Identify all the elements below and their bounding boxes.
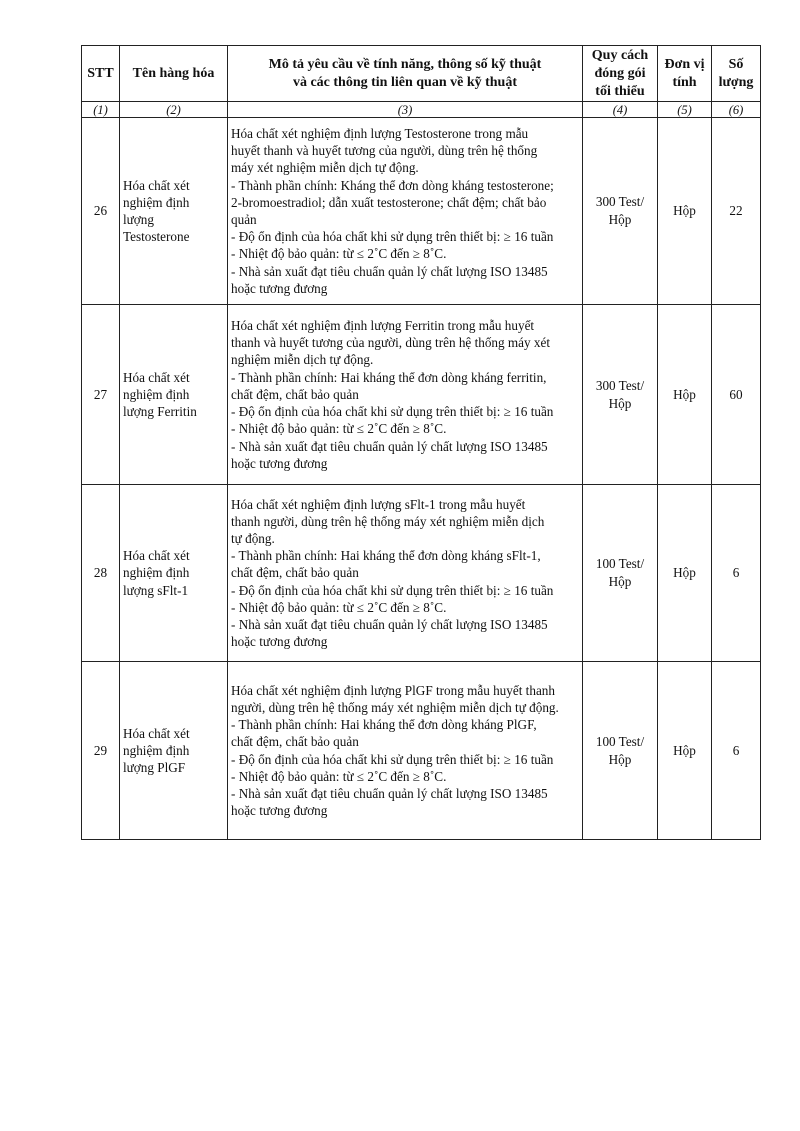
row-quantity: 22 bbox=[712, 118, 761, 305]
row-description: Hóa chất xét nghiệm định lượng Testosterone trong mẫu huyết thanh và huyết tương của người, dùng trên hệ thống máy xét nghiệm miễn dịch tự động. - Thành phần chính: Kháng thể đơn dòng kháng testosterone; 2-bromoestradiol; dẫn xuất testosterone; chất đệm; chất bảo quản - Độ ổn định của hóa chất khi sử dụng trên thiết bị: ≥ 16 tuần - Nhiệt độ bảo quản: từ ≤ 2˚C đến ≥ 8˚C. - Nhà sản xuất đạt tiêu chuẩn quản lý chất lượng ISO 13485 hoặc tương đương bbox=[228, 118, 583, 305]
row-item-name: Hóa chất xét nghiệm định lượng Testosterone bbox=[120, 118, 228, 305]
row-description: Hóa chất xét nghiệm định lượng Ferritin trong mẫu huyết thanh và huyết tương của người, dùng trên hệ thống máy xét nghiệm miễn dịch tự động. - Thành phần chính: Hai kháng thể đơn dòng kháng ferritin, chất đệm, chất bảo quản - Độ ổn định của hóa chất khi sử dụng trên thiết bị: ≥ 16 tuần - Nhiệt độ bảo quản: từ ≤ 2˚C đến ≥ 8˚C. - Nhà sản xuất đạt tiêu chuẩn quản lý chất lượng ISO 13485 hoặc tương đương bbox=[228, 305, 583, 485]
column-number: (2) bbox=[120, 102, 228, 118]
column-number: (1) bbox=[82, 102, 120, 118]
column-number-row bbox=[82, 102, 761, 118]
row-item-name: Hóa chất xét nghiệm định lượng Ferritin bbox=[120, 305, 228, 485]
row-packaging: 300 Test/ Hộp bbox=[583, 118, 658, 305]
column-number: (6) bbox=[712, 102, 761, 118]
specification-table bbox=[81, 45, 761, 840]
row-stt: 28 bbox=[82, 485, 120, 662]
header-unit: Đơn vị tính bbox=[658, 46, 712, 102]
row-packaging: 100 Test/ Hộp bbox=[583, 662, 658, 840]
header-stt: STT bbox=[82, 46, 120, 102]
column-number: (4) bbox=[583, 102, 658, 118]
table-row bbox=[82, 662, 761, 840]
row-unit: Hộp bbox=[658, 305, 712, 485]
row-stt: 29 bbox=[82, 662, 120, 840]
row-quantity: 6 bbox=[712, 485, 761, 662]
row-unit: Hộp bbox=[658, 118, 712, 305]
header-packaging: Quy cách đóng gói tối thiểu bbox=[583, 46, 658, 102]
row-quantity: 60 bbox=[712, 305, 761, 485]
row-quantity: 6 bbox=[712, 662, 761, 840]
column-number: (3) bbox=[228, 102, 583, 118]
row-item-name: Hóa chất xét nghiệm định lượng sFlt-1 bbox=[120, 485, 228, 662]
row-description: Hóa chất xét nghiệm định lượng sFlt-1 trong mẫu huyết thanh người, dùng trên hệ thống máy xét nghiệm miễn dịch tự động. - Thành phần chính: Hai kháng thể đơn dòng kháng sFlt-1, chất đệm, chất bảo quản - Độ ổn định của hóa chất khi sử dụng trên thiết bị: ≥ 16 tuần - Nhiệt độ bảo quản: từ ≤ 2˚C đến ≥ 8˚C. - Nhà sản xuất đạt tiêu chuẩn quản lý chất lượng ISO 13485 hoặc tương đương bbox=[228, 485, 583, 662]
row-unit: Hộp bbox=[658, 662, 712, 840]
table-header-row bbox=[82, 46, 761, 102]
header-description: Mô tả yêu cầu về tính năng, thông số kỹ thuật và các thông tin liên quan về kỹ thuật bbox=[228, 46, 583, 102]
row-item-name: Hóa chất xét nghiệm định lượng PlGF bbox=[120, 662, 228, 840]
row-description: Hóa chất xét nghiệm định lượng PlGF trong mẫu huyết thanh người, dùng trên hệ thống máy xét nghiệm miễn dịch tự động. - Thành phần chính: Hai kháng thể đơn dòng kháng PlGF, chất đệm, chất bảo quản - Độ ổn định của hóa chất khi sử dụng trên thiết bị: ≥ 16 tuần - Nhiệt độ bảo quản: từ ≤ 2˚C đến ≥ 8˚C. - Nhà sản xuất đạt tiêu chuẩn quản lý chất lượng ISO 13485 hoặc tương đương bbox=[228, 662, 583, 840]
column-number: (5) bbox=[658, 102, 712, 118]
row-stt: 26 bbox=[82, 118, 120, 305]
table-row bbox=[82, 118, 761, 305]
row-packaging: 300 Test/ Hộp bbox=[583, 305, 658, 485]
row-unit: Hộp bbox=[658, 485, 712, 662]
header-name: Tên hàng hóa bbox=[120, 46, 228, 102]
row-packaging: 100 Test/ Hộp bbox=[583, 485, 658, 662]
table-row bbox=[82, 485, 761, 662]
table-row bbox=[82, 305, 761, 485]
header-quantity: Số lượng bbox=[712, 46, 761, 102]
row-stt: 27 bbox=[82, 305, 120, 485]
